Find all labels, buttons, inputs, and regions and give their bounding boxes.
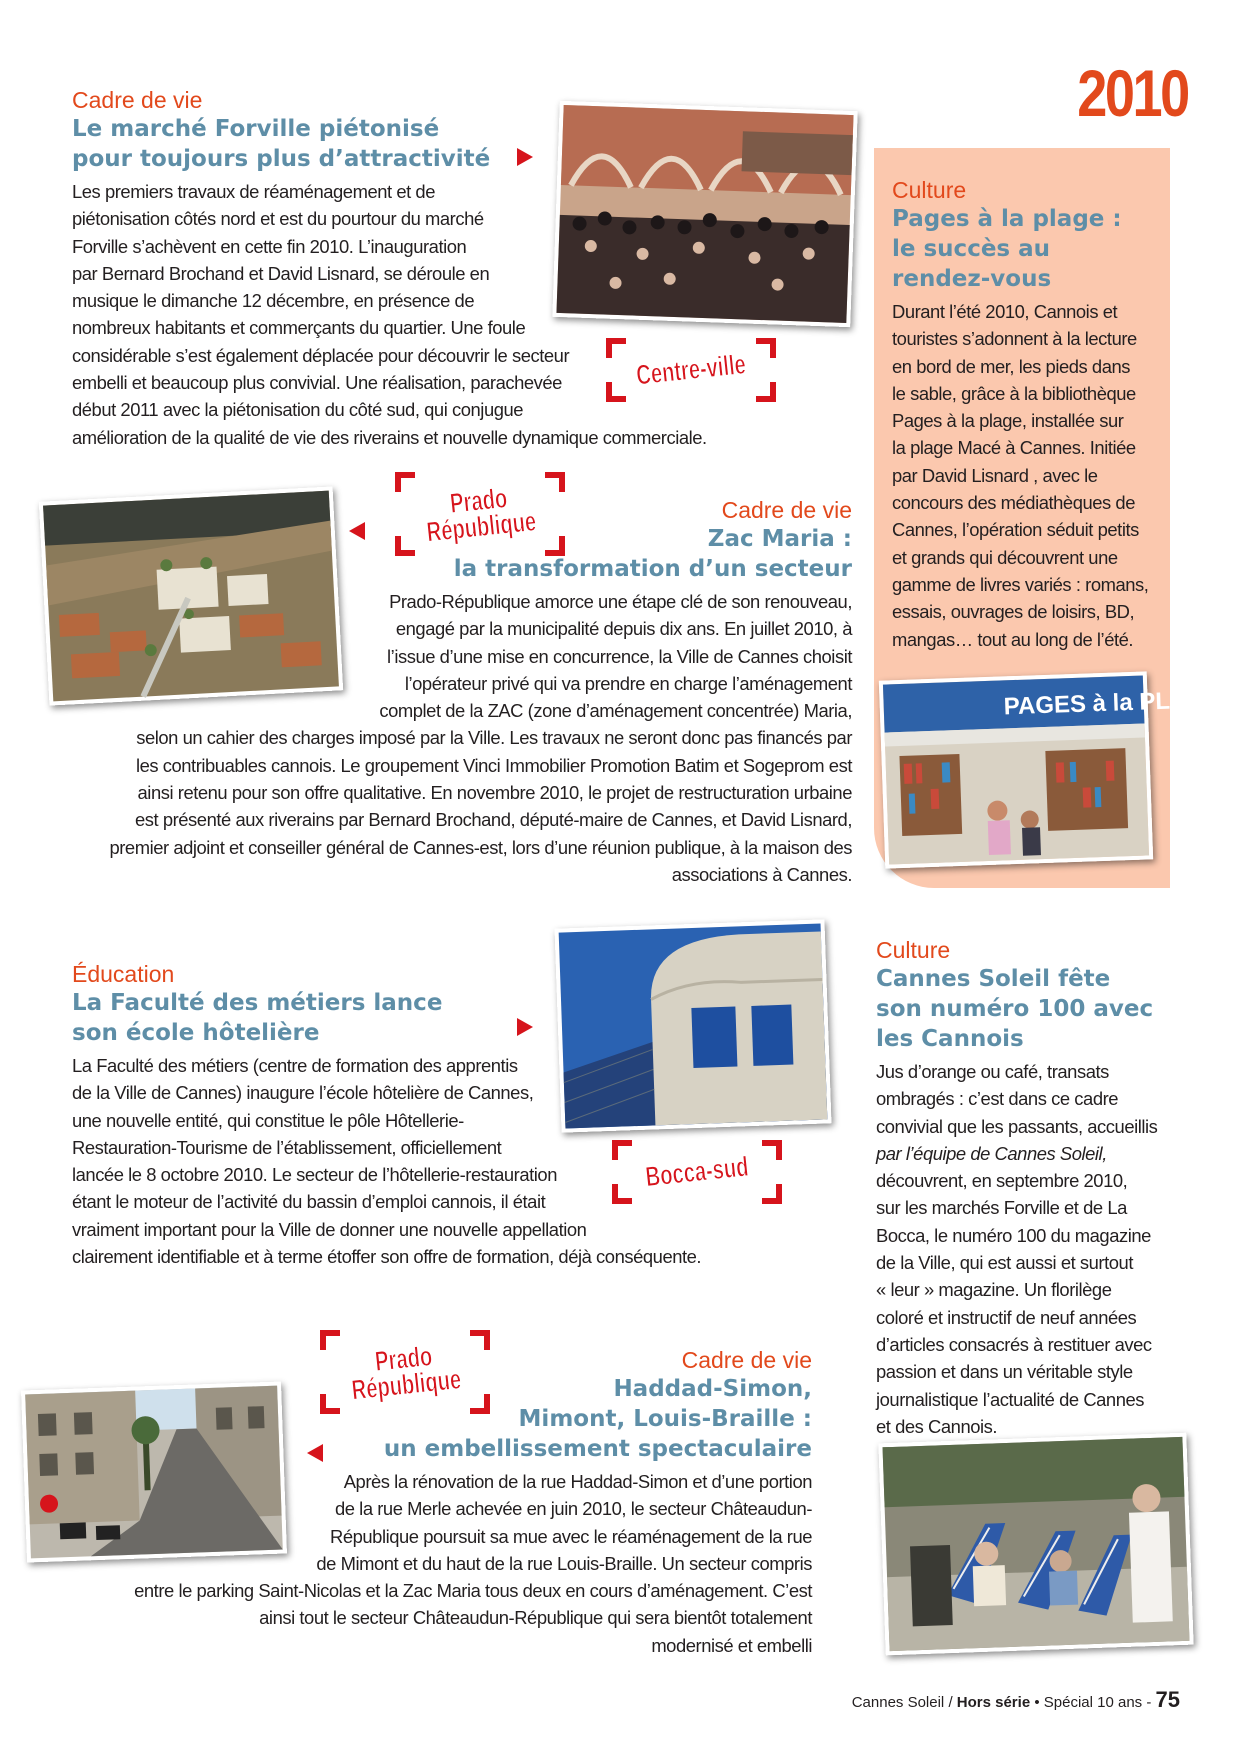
year-heading: 2010 (1077, 56, 1188, 130)
article-body: Prado-République amorce une étape clé de son renouveau, engagé par la municipalité depuis dix ans. En juillet 2010, à l’issue d’une mise en concurrence, la Ville de Cannes choisit l’opérateur privé qui va prendre en charge l’aménagement complet de la ZAC (zone d’aménagement concentrée) Maria, selon un cahier des charges imposé par la Ville. Les travaux ne seront donc pas financés par les contribuables cannois. Le groupement Vinci Immobilier Promotion Batim et Sogeprom est ainsi retenu pour son offre qualitative. En novembre 2010, le projet de restructuration urbaine est présenté aux riverains par Bernard Brochand, député-maire de Cannes, et David Lisnard, premier adjoint et conseiller général de Cannes-est, lors d’une réunion publique, à la maison des associations à Cannes. (109, 591, 852, 885)
article-body: Durant l’été 2010, Cannois et touristes s’adonnent à la lecture en bord de mer, les pieds dans le sable, grâce à la bibliothèque Pages à la plage, installée sur la plage Macé à Cannes. Initiée par David Lisnard , avec le concours des médiathèques de Cannes, l’opération séduit petits et grands qui découvrent une gamme de livres variés : romans, essais, ouvrages de loisirs, BD, mangas… tout au long de l’été. (892, 301, 1149, 650)
article-title: Pages à la plage : le succès au rendez-vous (892, 206, 1122, 292)
footer-separator: / (948, 1694, 953, 1711)
footer-special: Spécial 10 ans - (1043, 1694, 1152, 1711)
article-category: Culture (876, 937, 951, 963)
tag-prado-republique: Prado République (395, 472, 565, 556)
article-title: Cannes Soleil fête son numéro 100 avec les Cannois (876, 966, 1154, 1052)
page-footer (851, 1687, 1180, 1713)
page-number: 75 (1155, 1687, 1180, 1712)
article-title: La Faculté des métiers lance son école hôtelière (72, 990, 443, 1046)
article-category: Éducation (72, 961, 175, 987)
arrow-right-icon (517, 1018, 533, 1036)
tag-bocca-sud: Bocca-sud (612, 1140, 782, 1204)
article-body: Après la rénovation de la rue Haddad-Simon et d’une portion de la rue Merle achevée en juin 2010, le secteur Châteaudun- République poursuit sa mue avec le réaménagement de la rue de Mimont et du haut de la rue Louis-Braille. Un secteur compris entre le parking Saint-Nicolas et la Zac Maria tous deux en cours d’aménagement. C’est ainsi tout le secteur Châteaudun-République qui sera bientôt totalement modernisé et embelli (134, 1471, 812, 1656)
article-category: Cadre de vie (681, 1347, 812, 1373)
article-category: Cadre de vie (72, 87, 203, 113)
pages-a-la-plage-photo (879, 671, 1223, 868)
ecole-hoteliere-photo (555, 919, 832, 1132)
article-body: La Faculté des métiers (centre de formation des apprentis de la Ville de Cannes) inaugure l’école hôtelière de Cannes, une nouvelle entité, qui constitue le pôle Hôtellerie- Restauration-Tourisme de l’établissement, officiellement lancée le 8 octobre 2010. Le secteur de l’hôtellerie-restauration étant le moteur de l’activité du bassin d’emploi cannois, il était vraiment important pour la Ville de donner une nouvelle appellation clairement identifiable et à terme étoffer son offre de formation, déjà conséquente. (72, 1055, 702, 1268)
article-title: Le marché Forville piétonisé pour toujours plus d’attractivité (72, 116, 491, 172)
article-title: Haddad-Simon, Mimont, Louis-Braille : un embellissement spectaculaire (383, 1376, 812, 1462)
footer-issue: Hors série (956, 1694, 1031, 1711)
article-category: Culture (892, 177, 967, 203)
cannes-soleil-transats-photo (878, 1433, 1193, 1656)
forville-market-photo (552, 101, 857, 327)
article-title: Zac Maria : la transformation d’un secteur (453, 526, 852, 582)
article-pages-a-la-plage (892, 176, 1168, 653)
article-body: Jus d’orange ou café, transats ombragés : c’est dans ce cadre convivial que les passants, accueillis par l’équipe de Cannes Soleil, découvrent, en septembre 2010, sur les marchés Forville et de La Bocca, le numéro 100 du magazine de la Ville, qui est aussi et surtout « leur » magazine. Un florilège coloré et instructif de neuf années d’articles consacrés à restituer avec passion et dans un véritable style journalistique l’actualité de Cannes et des Cannois. (876, 1061, 1158, 1437)
footer-brand: Cannes Soleil (851, 1694, 945, 1711)
tag-centre-ville: Centre-ville (606, 338, 776, 402)
article-zac-maria (60, 496, 852, 888)
article-category: Cadre de vie (721, 497, 852, 523)
article-haddad-simon (60, 1346, 812, 1659)
pages-sign-text: PAGES à la PLAGE (1003, 685, 1223, 721)
article-body: Les premiers travaux de réaménagement et de piétonisation côtés nord et est du pourtour du marché Forville s’achèvent en cette fin 2010. L’inauguration par Bernard Brochand et David Lisnard, se déroule en musique le dimanche 12 décembre, en présence de nombreux habitants et commerçants du quartier. Une foule considérable s’est également déplacée pour découvrir le secteur embelli et beaucoup plus convivial. Une réalisation, parachevée début 2011 avec la piétonisation du côté sud, qui conjugue amélioration de la qualité de vie des riverains et nouvelle dynamique commerciale. (72, 181, 707, 448)
tag-prado-republique: Prado République (320, 1330, 490, 1414)
arrow-right-icon (517, 148, 533, 166)
footer-bullet: • (1034, 1694, 1040, 1711)
article-cannes-soleil (876, 936, 1176, 1440)
